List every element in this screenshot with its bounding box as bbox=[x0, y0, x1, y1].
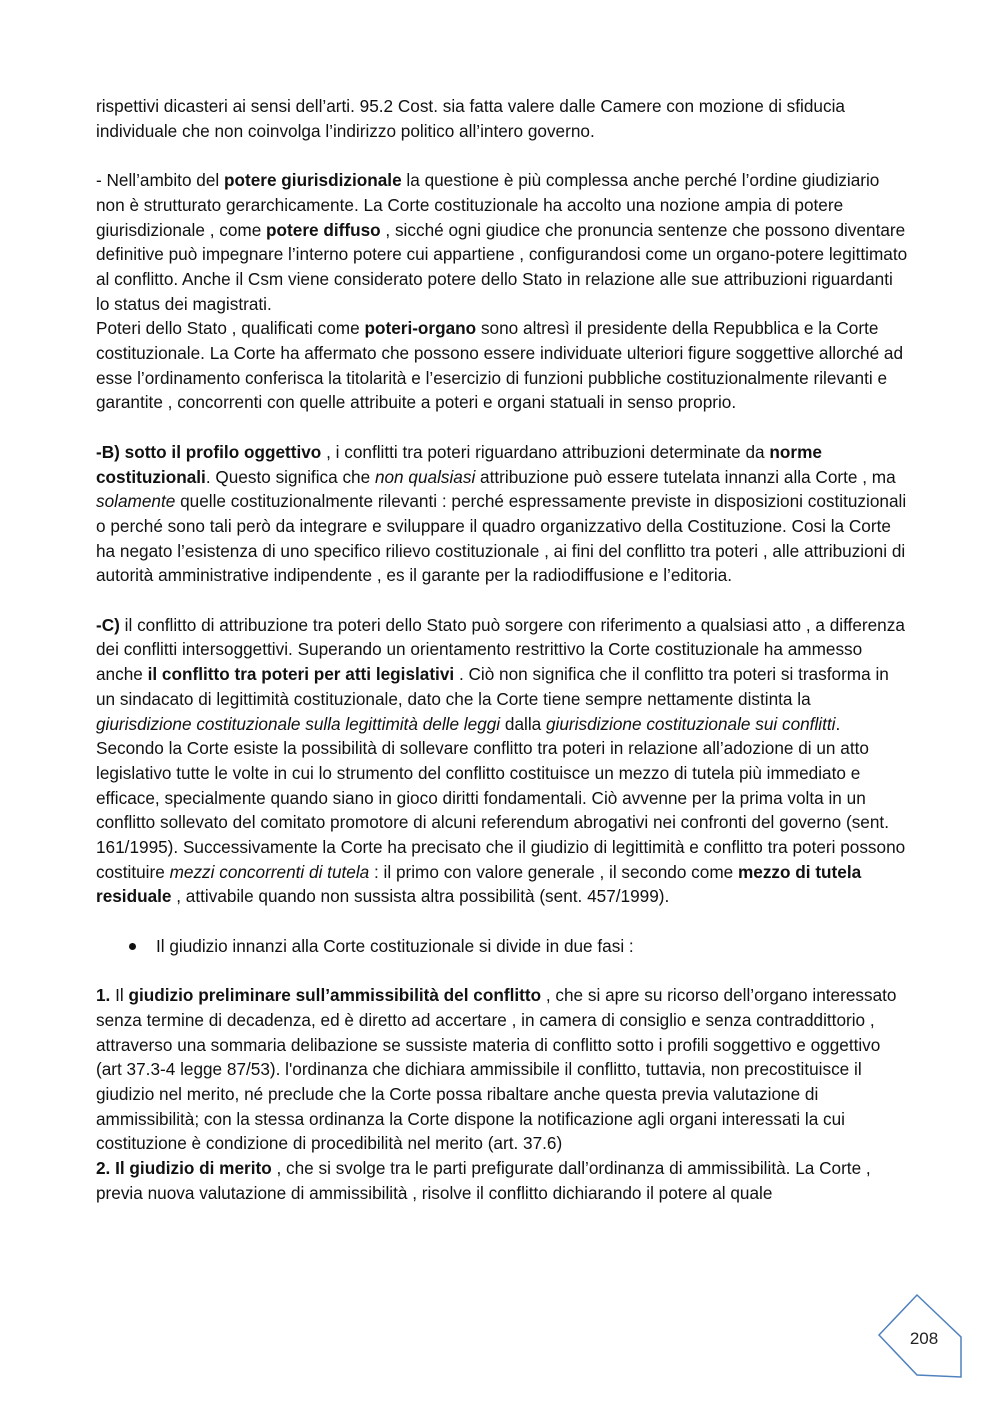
document-page bbox=[96, 94, 908, 1206]
text-run: il conflitto di attribuzione tra poteri dello Stato può sorgere con riferimento a qualsiasi atto , a differenza dei conflitti intersoggettivi. Superando un orientamento restrittivo la Corte costituzionale ha ammesso anche bbox=[96, 614, 905, 685]
bold-term: 2. Il giudizio di merito bbox=[96, 1158, 272, 1179]
text-run: sono altresì il presidente della Repubblica e la Corte costituzionale. La Corte ha affermato che possono essere individuate ulteriori figure soggettive allorché ad esse l’ordinamento conferisca la titolarità e l’esercizio di funzioni pubbliche costituzionalmente rilevanti e garantite , concorrenti con quelle attribuite a poteri e organi statuali in senso proprio. bbox=[96, 318, 904, 413]
bold-term: il conflitto tra poteri per atti legislativi bbox=[147, 664, 455, 685]
bullet-item-two-phases bbox=[96, 934, 908, 959]
paragraph-gap bbox=[96, 909, 908, 934]
text-run: , i conflitti tra poteri riguardano attribuzioni determinate da bbox=[321, 441, 770, 462]
paragraph-gap bbox=[96, 588, 908, 613]
paragraph-gap bbox=[96, 143, 908, 168]
text-run: . Questo significa che bbox=[205, 466, 375, 487]
italic-term: non qualsiasi bbox=[374, 466, 476, 487]
paragraph-judicial-power bbox=[96, 168, 908, 316]
bold-term: potere diffuso bbox=[266, 219, 381, 240]
text-run: . Ciò non significa che il conflitto tra poteri si trasforma in un sindacato di legittimità costituzionale, dato che la Corte tiene sempre nettamente distinta la bbox=[96, 664, 889, 709]
paragraph-legislative-acts bbox=[96, 736, 908, 909]
text-run: : il primo con valore generale , il secondo come bbox=[369, 861, 738, 882]
bold-term: mezzo di tutela residuale bbox=[96, 861, 862, 907]
paragraph-gap bbox=[96, 415, 908, 440]
paragraph-gap bbox=[96, 959, 908, 984]
bold-term: giudizio preliminare sull’ammissibilità del conflitto bbox=[128, 985, 542, 1006]
text-run: - Nell’ambito del bbox=[96, 170, 224, 191]
text-run: , che si apre su ricorso dell’organo interessato senza termine di decadenza, ed è diretto ad accertare , in camera di consiglio e senza contraddittorio , attraverso una sommaria delibazione se sussiste materia di conflitto sotto i profili soggettivo e oggettivo (art 37.3-4 legge 87/53). l'ordinanza che dichiara ammissibile il conflitto, tuttavia, non precostituisce il giudizio nel merito, né preclude che la Corte possa ribaltare anche questa previa valutazione di ammissibilità; con la stessa ordinanza la Corte dispone la notificazione agli organi interessati la cui costituzione è condizione di procedibilità nel merito (art. 37.6) bbox=[96, 985, 897, 1154]
paragraph-powers-organs bbox=[96, 316, 908, 415]
text-run: Il bbox=[110, 985, 129, 1006]
italic-term: giurisdizione costituzionale sui conflitti bbox=[546, 713, 836, 734]
page-number-marker bbox=[877, 1293, 965, 1381]
text-run: , che si svolge tra le parti prefigurate dall’ordinanza di ammissibilità. La Corte , previa nuova valutazione di ammissibilità , risolve il conflitto dichiarando il potere al quale bbox=[96, 1158, 871, 1203]
bold-term: poteri-organo bbox=[364, 318, 477, 339]
italic-term: mezzi concorrenti di tutela bbox=[169, 861, 370, 882]
paragraph-ministerial-responsibility bbox=[96, 94, 908, 143]
paragraph-objective-profile bbox=[96, 440, 908, 588]
text-run: , attivabile quando non sussista altra possibilità (sent. 457/1999). bbox=[171, 886, 670, 907]
paragraph-preliminary-judgment bbox=[96, 983, 908, 1156]
text-run: quelle costituzionalmente rilevanti : perché espressamente previste in disposizioni costituzionali o perché sono tali però da integrare e sviluppare il quadro organizzativo della Costituzione. Cosi la Corte ha negato l’esistenza di uno specifico rilievo costituzionale , ai fini del conflitto tra poteri , alle attribuzioni di autorità amministrative indipendente , es il garante per la radiodiffusione e l’editoria. bbox=[96, 491, 907, 586]
text-run: , sicché ogni giudice che pronuncia sentenze che possono diventare definitive può impegnare l’interno potere cui appartiene , configurandosi come un organo-potere legittimato al conflitto. Anche il Csm viene considerato potere dello Stato in relazione alle sue attribuzioni riguardanti lo status dei magistrati. bbox=[96, 219, 908, 314]
text-run: dalla bbox=[500, 713, 546, 734]
text-run: la questione è più complessa anche perché l’ordine giudiziario non è strutturato gerarchicamente. La Corte costituzionale ha accolto una nozione ampia di potere giurisdizionale , come bbox=[96, 170, 880, 240]
text-run: Secondo la Corte esiste la possibilità di sollevare conflitto tra poteri in relazione all’adozione di un atto legislativo tutte le volte in cui lo strumento del conflitto costituisce un mezzo di tutela più immediato e efficace, specialmente quando siano in gioco diritti fondamentali. Ciò avvenne per la prima volta in un conflitto sollevato del comitato promotore di alcuni referendum abrogativi nei confronti del governo (sent. 161/1995). Successivamente la Corte ha precisato che il giudizio di legittimità e conflitto tra poteri possono costituire bbox=[96, 738, 906, 882]
italic-term: solamente bbox=[96, 491, 176, 512]
paragraph-merit-judgment bbox=[96, 1156, 908, 1205]
page-number: 208 bbox=[909, 1329, 939, 1348]
bold-term: 1. bbox=[96, 985, 111, 1006]
paragraph-conflict-any-act bbox=[96, 613, 908, 737]
text-run: . bbox=[835, 713, 841, 734]
bold-term: potere giurisdizionale bbox=[224, 170, 402, 191]
bullet-icon bbox=[129, 943, 136, 950]
italic-term: giurisdizione costituzionale sulla legittimità delle leggi bbox=[96, 713, 501, 734]
bullet-text: Il giudizio innanzi alla Corte costituzionale si divide in due fasi : bbox=[156, 935, 634, 956]
text-run: attribuzione può essere tutelata innanzi alla Corte , ma bbox=[475, 466, 896, 487]
text-run: rispettivi dicasteri ai sensi dell’arti. 95.2 Cost. sia fatta valere dalle Camere con mozione di sfiducia individuale che non coinvolga l’indirizzo politico all’intero governo. bbox=[96, 96, 845, 141]
bold-term: -C) bbox=[96, 614, 120, 635]
bold-term: norme costituzionali bbox=[96, 441, 822, 487]
text-run: Poteri dello Stato , qualificati come bbox=[96, 318, 365, 339]
bold-term: -B) sotto il profilo oggettivo bbox=[96, 441, 322, 462]
